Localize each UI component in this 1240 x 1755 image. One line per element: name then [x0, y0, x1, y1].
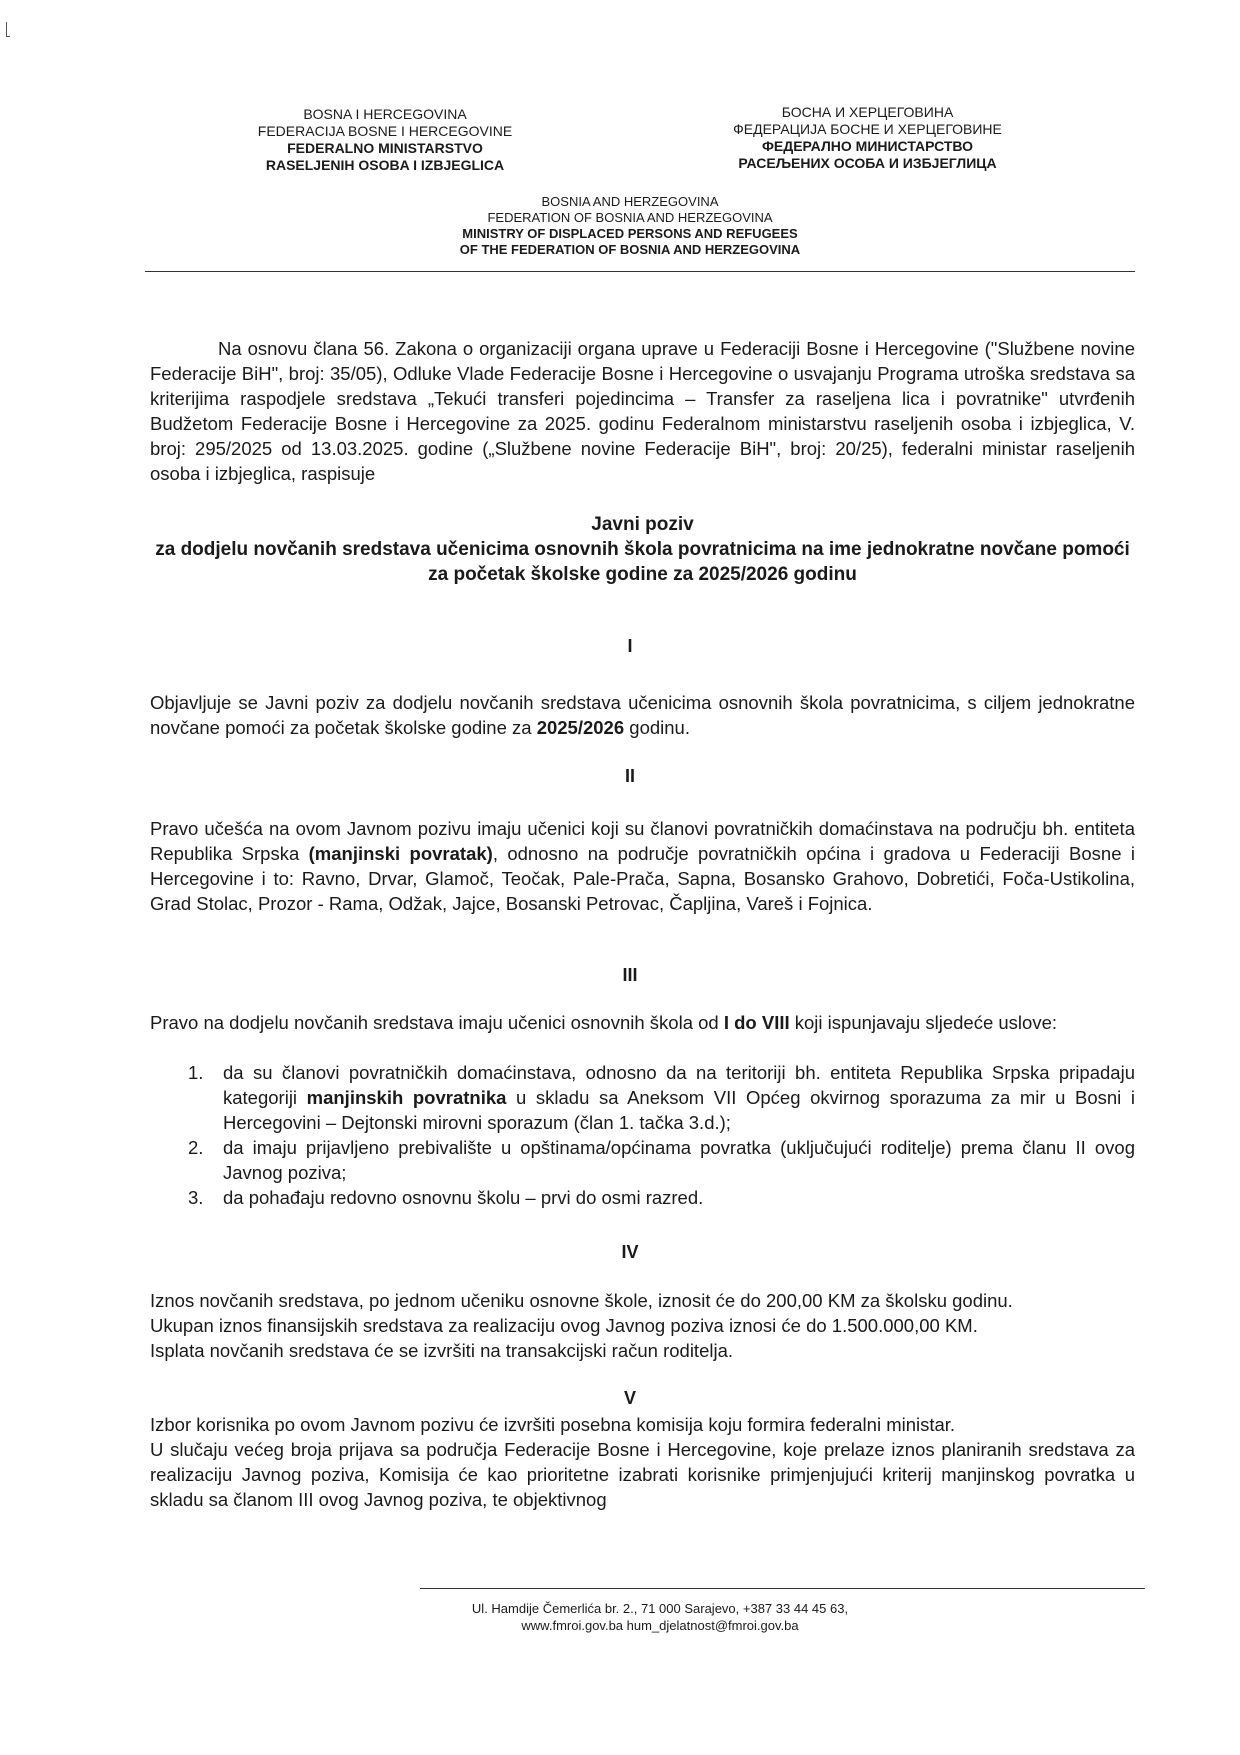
list-item-number: 3. — [188, 1187, 204, 1208]
header-english-line: OF THE FEDERATION OF BOSNIA AND HERZEGOVINA — [459, 242, 801, 257]
header-english-line: FEDERATION OF BOSNIA AND HERZEGOVINA — [487, 210, 773, 225]
header-cyrillic-line: БОСНА И ХЕРЦЕГОВИНА — [781, 104, 954, 120]
list-item-text-b: u skladu sa Aneksom VII Općeg okvirnog sporazuma za mir u Bosni i Hercegovini – Dejtonski mirovni sporazum (član 1. tačka 3.d.); — [223, 1087, 1135, 1133]
header-latin-line: FEDERACIJA BOSNE I HERCEGOVINE — [257, 123, 513, 139]
intro-paragraph — [150, 336, 1135, 486]
header-cyrillic — [685, 104, 1050, 172]
scan-margin-mark — [6, 22, 10, 37]
section-3-heading: III — [622, 965, 638, 985]
header-latin — [235, 106, 535, 174]
section-5-heading: V — [623, 1388, 636, 1408]
list-item — [180, 1060, 1135, 1135]
section-2-text — [150, 816, 1135, 916]
section-3-text-b: koji ispunjavaju sljedeće uslove: — [789, 1012, 1057, 1033]
list-item-text: da su članovi povratničkih domaćinstava, odnosno da na teritoriji bh. entiteta Republika Srpska pripadaju kategoriji — [223, 1062, 1135, 1108]
list-item — [180, 1185, 1135, 1210]
section-4-line: Ukupan iznos finansijskih sredstava za realizaciju ovog Javnog poziva iznosi će do 1.500.000,00 KM. — [150, 1315, 978, 1336]
header-english-line: MINISTRY OF DISPLACED PERSONS AND REFUGEES — [462, 226, 798, 241]
section-3-text-bold: I do VIII — [723, 1012, 790, 1033]
header-latin-line: BOSNA I HERCEGOVINA — [303, 106, 467, 122]
header-english — [400, 194, 860, 258]
section-1-text — [150, 690, 1135, 740]
list-item — [180, 1135, 1135, 1185]
header-cyrillic-line: ФЕДЕРАЛНО МИНИСТАРСТВО — [761, 138, 974, 154]
header-divider — [145, 271, 1135, 272]
section-3-text-a: Pravo na dodjelu novčanih sredstava imaju učenici osnovnih škola od — [150, 1012, 724, 1033]
section-5-paragraph: U slučaju većeg broja prijava sa područja Federacije Bosne i Hercegovine, koje prelaze iznos planiranih sredstava za realizaciju Javnog poziva, Komisija će kao prioritetne izabrati korisnike primjenjujući kriterij manjinskog povratka u skladu sa članom III ovog Javnog poziva, te objektivnog — [150, 1439, 1135, 1510]
section-1-text-bold: 2025/2026 — [536, 717, 625, 738]
section-3-text — [150, 1010, 1135, 1035]
section-5-text — [150, 1412, 1135, 1512]
document-title: Javni poziv — [591, 514, 694, 535]
intro-text: Na osnovu člana 56. Zakona o organizaciji organa uprave u Federaciji Bosne i Hercegovine ("Službene novine Federacije BiH", broj: 35/05), Odluke Vlade Federacije Bosne i Hercegovine o usvajanju Programa utroška sredstava sa kriterijima raspodjele sredstava „Tekući transferi pojedincima – Transfer za raseljena lica i povratnike" utvrđenih Budžetom Federacije Bosne i Hercegovine za 2025. godinu Federalnom ministarstvu raseljenih osoba i izbjeglica, V. broj: 295/2025 od 13.03.2025. godine („Službene novine Federacije BiH", broj: 20/25), federalni ministar raseljenih osoba i izbjeglica, raspisuje — [150, 338, 1135, 484]
list-item-text: da pohađaju redovno osnovnu školu – prvi do osmi razred. — [223, 1187, 704, 1208]
list-item-number: 2. — [188, 1137, 204, 1158]
header-latin-line: FEDERALNO MINISTARSTVO — [287, 140, 483, 156]
list-item-text: da imaju prijavljeno prebivalište u opštinama/općinama povratka (uključujući roditelje) prema članu II ovog Javnog poziva; — [223, 1137, 1135, 1183]
section-2-text-a: Pravo učešća na ovom Javnom pozivu imaju učenici koji su članovi povratničkih domaćinstava na području bh. entiteta Republika Srpska — [150, 818, 1135, 864]
section-5-line: Izbor korisnika po ovom Javnom pozivu će izvršiti posebna komisija koju formira federalni ministar. — [150, 1414, 956, 1435]
footer-address: Ul. Hamdije Čemerlića br. 2., 71 000 Sarajevo, +387 33 44 45 63, — [471, 1601, 849, 1616]
document-subtitle: za dodjelu novčanih sredstava učenicima osnovnih škola povratnicima na ime jednokratne novčane pomoći za početak školske godine za 2025/2026 godinu — [155, 539, 1130, 585]
section-1-text-a: Objavljuje se Javni poziv za dodjelu novčanih sredstava učenicima osnovnih škola povratnicima, s ciljem jednokratne novčane pomoći za početak školske godine za — [150, 692, 1135, 738]
section-2-text-b: , odnosno na područje povratničkih općina i gradova u Federaciji Bosne i Hercegovine i to: Ravno, Drvar, Glamoč, Teočak, Pale-Prača, Sapna, Bosansko Grahovo, Dobretići, Foča-Ustikolina, Grad Stolac, Prozor - Rama, Odžak, Jajce, Bosanski Petrovac, Čapljina, Vareš i Fojnica. — [150, 843, 1136, 914]
header-english-line: BOSNIA AND HERZEGOVINA — [541, 194, 719, 209]
footer-divider — [420, 1588, 1145, 1589]
list-item-bold: manjinskih povratnika — [306, 1087, 507, 1108]
section-4-text — [150, 1288, 1135, 1363]
section-4-line: Isplata novčanih sredstava će se izvršiti na transakcijski račun roditelja. — [150, 1340, 734, 1361]
header-cyrillic-line: ФЕДЕРАЦИЈА БОСНЕ И ХЕРЦЕГОВИНЕ — [733, 121, 1002, 137]
footer-contact: www.fmroi.gov.ba hum_djelatnost@fmroi.gov.ba — [521, 1618, 799, 1633]
header-latin-line: RASELJENIH OSOBA I IZBJEGLICA — [265, 157, 505, 173]
section-2-text-bold: (manjinski povratak) — [308, 843, 493, 864]
section-2-heading: II — [624, 766, 635, 786]
section-4-heading: IV — [621, 1242, 639, 1262]
section-3-conditions-list — [180, 1060, 1135, 1210]
header-cyrillic-line: РАСЕЉЕНИХ ОСОБА И ИЗБЈЕГЛИЦА — [738, 155, 997, 171]
list-item-number: 1. — [188, 1062, 204, 1083]
section-4-line: Iznos novčanih sredstava, po jednom učeniku osnovne škole, iznosit će do 200,00 KM za školsku godinu. — [150, 1290, 1013, 1311]
section-1-text-b: godinu. — [624, 717, 690, 738]
section-1-heading: I — [627, 636, 633, 656]
